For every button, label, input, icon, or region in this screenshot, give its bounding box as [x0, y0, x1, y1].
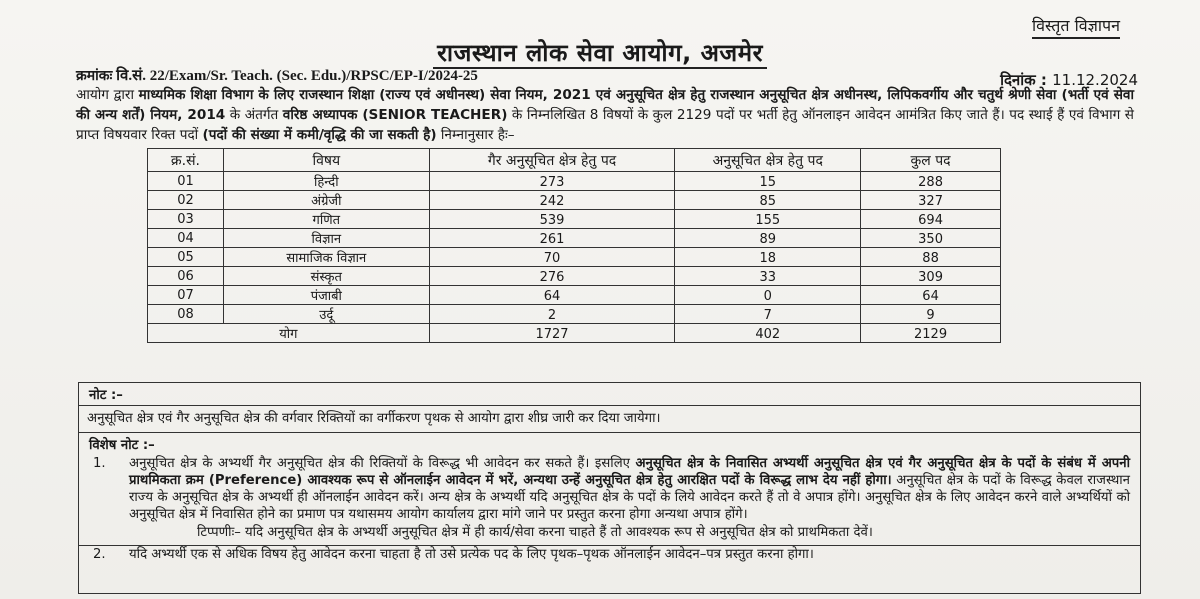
cell-sn: 01 [148, 172, 224, 191]
header-sn: क्र.सं. [148, 149, 224, 172]
item1-text-b: अनुसूचित क्षेत्र के निवासित अभ्यर्थी अनुसूचित क्षेत्र एवं गैर अनुसूचित क्षेत्र के पदों के संबंध में अपनी प्राथमिकता क्रम (Preference) आवश्यक रूप से ऑनलाईन आवेदन में भरें, अन्यथा उन्हें अनुसूचित क्षेत्र हेतु आरक्षित पदों के विरूद्ध लाभ देय नहीं होगा। [129, 456, 1130, 488]
cell-subject: हिन्दी [223, 172, 429, 191]
intro-text-4: निम्नानुसार हैः– [436, 127, 515, 143]
cell-total-label: योग [148, 324, 430, 343]
cell-sn: 06 [148, 267, 224, 286]
cell-scheduled: 89 [675, 229, 861, 248]
reference-value: वि.सं. 22/Exam/Sr. Teach. (Sec. Edu.)/RPSC/EP-I/2024-25 [116, 68, 478, 84]
table-row [148, 248, 1001, 267]
cell-scheduled: 155 [675, 210, 861, 229]
cell-total-scheduled: 402 [675, 324, 861, 343]
cell-non-scheduled: 261 [429, 229, 675, 248]
cell-subject: उर्दू [223, 305, 429, 324]
cell-non-scheduled: 273 [429, 172, 675, 191]
intro-bold-3: (पदों की संख्या में कमी/वृद्धि की जा सकती है) [202, 127, 437, 143]
table-row [148, 191, 1001, 210]
table-row [148, 229, 1001, 248]
cell-subject: गणित [223, 210, 429, 229]
intro-bold-1: माध्यमिक शिक्षा विभाग के लिए राजस्थान शिक्षा (राज्य एवं अधीनस्थ) सेवा नियम, 2021 एवं अनुसूचित क्षेत्र हेतु राजस्थान अनुसूचित क्षेत्र अधीनस्थ, लिपिकवर्गीय और चतुर्थ श्रेणी सेवा (भर्ती एवं सेवा की अन्य शर्तें) नियम, 2014 [76, 87, 1134, 123]
cell-non-scheduled: 70 [429, 248, 675, 267]
cell-sn: 08 [148, 305, 224, 324]
intro-bold-2: वरिष्ठ अध्यापक (SENIOR TEACHER) [282, 107, 508, 123]
cell-scheduled: 15 [675, 172, 861, 191]
cell-non-scheduled: 276 [429, 267, 675, 286]
table-row [148, 267, 1001, 286]
cell-scheduled: 7 [675, 305, 861, 324]
cell-subject: अंग्रेजी [223, 191, 429, 210]
item2-text: यदि अभ्यर्थी एक से अधिक विषय हेतु आवेदन करना चाहता है तो उसे प्रत्येक पद के लिए पृथक–पृथक ऑनलाईन आवेदन–पत्र प्रस्तुत करना होगा। [129, 547, 814, 562]
intro-text-2: के अंतर्गत [225, 107, 283, 123]
date-label: दिनांक : [1000, 71, 1047, 89]
cell-scheduled: 18 [675, 248, 861, 267]
notes-box [78, 382, 1141, 594]
cell-total: 288 [861, 172, 1001, 191]
table-header-row [148, 149, 1001, 172]
cell-sn: 05 [148, 248, 224, 267]
cell-non-scheduled: 242 [429, 191, 675, 210]
date-value: 11.12.2024 [1052, 71, 1138, 89]
cell-total: 88 [861, 248, 1001, 267]
cell-subject: संस्कृत [223, 267, 429, 286]
cell-total: 327 [861, 191, 1001, 210]
cell-sn: 03 [148, 210, 224, 229]
item-number: 2. [93, 547, 106, 562]
cell-non-scheduled: 539 [429, 210, 675, 229]
cell-sn: 02 [148, 191, 224, 210]
item1-text-a: अनुसूचित क्षेत्र के अभ्यर्थी गैर अनुसूचित क्षेत्र की रिक्तियों के विरूद्ध भी आवेदन कर सकते हैं। इसलिए [129, 456, 636, 471]
item1-text-c: अनुसूचित क्षेत्र के पदों के विरूद्ध केवल राजस्थान राज्य के अनुसूचित क्षेत्र के अभ्यर्थी ही ऑनलाईन आवेदन करें। अन्य क्षेत्र के अभ्यर्थी यदि अनुसूचित क्षेत्र के पदों के लिये आवेदन करते हैं तो वे अपात्र होंगे। अनुसूचित क्षेत्र के लिए आवेदन करने वाले अभ्यर्थियों को अनुसूचित क्षेत्र में निवासित होने का प्रमाण पत्र यथासमय आयोग कार्यालय द्वारा मांगे जाने पर प्रस्तुत करना होगा अन्यथा अपात्र होंगे। [129, 473, 1130, 522]
special-note-item-1 [79, 455, 1140, 523]
header-subject: विषय [223, 149, 429, 172]
intro-text-3: के निम्नलिखित 8 विषयों के कुल 2129 पदों पर भर्ती हेतु ऑनलाइन आवेदन आमंत्रित किए जाते हैं। पद स्थाई हैं एवं विभाग से प्राप्त विषयवार रिक्त पदों [76, 107, 1134, 143]
table-row [148, 286, 1001, 305]
intro-text-1: आयोग द्वारा [76, 87, 139, 103]
cell-subject: विज्ञान [223, 229, 429, 248]
cell-total: 694 [861, 210, 1001, 229]
cell-subject: सामाजिक विज्ञान [223, 248, 429, 267]
note-heading: नोट :– [79, 383, 1140, 406]
table-row [148, 172, 1001, 191]
cell-total: 64 [861, 286, 1001, 305]
cell-total-all: 2129 [861, 324, 1001, 343]
special-note-item-2 [79, 545, 1140, 563]
tippani-note: टिप्पणीः– यदि अनुसूचित क्षेत्र के अभ्यर्थी अनुसूचित क्षेत्र में ही कार्य/सेवा करना चाहते हैं तो आवश्यक रूप से अनुसूचित क्षेत्र को प्राथमिकता देवें। [197, 525, 873, 540]
table-total-row [148, 324, 1001, 343]
note-text: अनुसूचित क्षेत्र एवं गैर अनुसूचित क्षेत्र की वर्गवार रिक्तियों का वर्गीकरण पृथक से आयोग द्वारा शीघ्र जारी कर दिया जायेगा। [79, 406, 1140, 433]
cell-scheduled: 0 [675, 286, 861, 305]
commission-title-text: राजस्थान लोक सेवा आयोग, अजमेर [433, 39, 767, 69]
cell-non-scheduled: 64 [429, 286, 675, 305]
header-scheduled: अनुसूचित क्षेत्र हेतु पद [675, 149, 861, 172]
reference-label: क्रमांकः [76, 68, 113, 84]
cell-total: 309 [861, 267, 1001, 286]
cell-scheduled: 33 [675, 267, 861, 286]
cell-subject: पंजाबी [223, 286, 429, 305]
intro-paragraph [76, 85, 1134, 145]
table-row [148, 210, 1001, 229]
cell-sn: 04 [148, 229, 224, 248]
cell-total: 9 [861, 305, 1001, 324]
cell-scheduled: 85 [675, 191, 861, 210]
special-note-heading: विशेष नोट :– [89, 438, 155, 453]
header-total: कुल पद [861, 149, 1001, 172]
table-row [148, 305, 1001, 324]
cell-total: 350 [861, 229, 1001, 248]
cell-non-scheduled: 2 [429, 305, 675, 324]
advertisement-label: विस्तृत विज्ञापन [1032, 14, 1120, 39]
reference-number [76, 65, 478, 85]
header-non-scheduled: गैर अनुसूचित क्षेत्र हेतु पद [429, 149, 675, 172]
cell-sn: 07 [148, 286, 224, 305]
vacancy-table [147, 148, 1001, 343]
cell-total-non-scheduled: 1727 [429, 324, 675, 343]
item-number: 1. [93, 456, 106, 471]
